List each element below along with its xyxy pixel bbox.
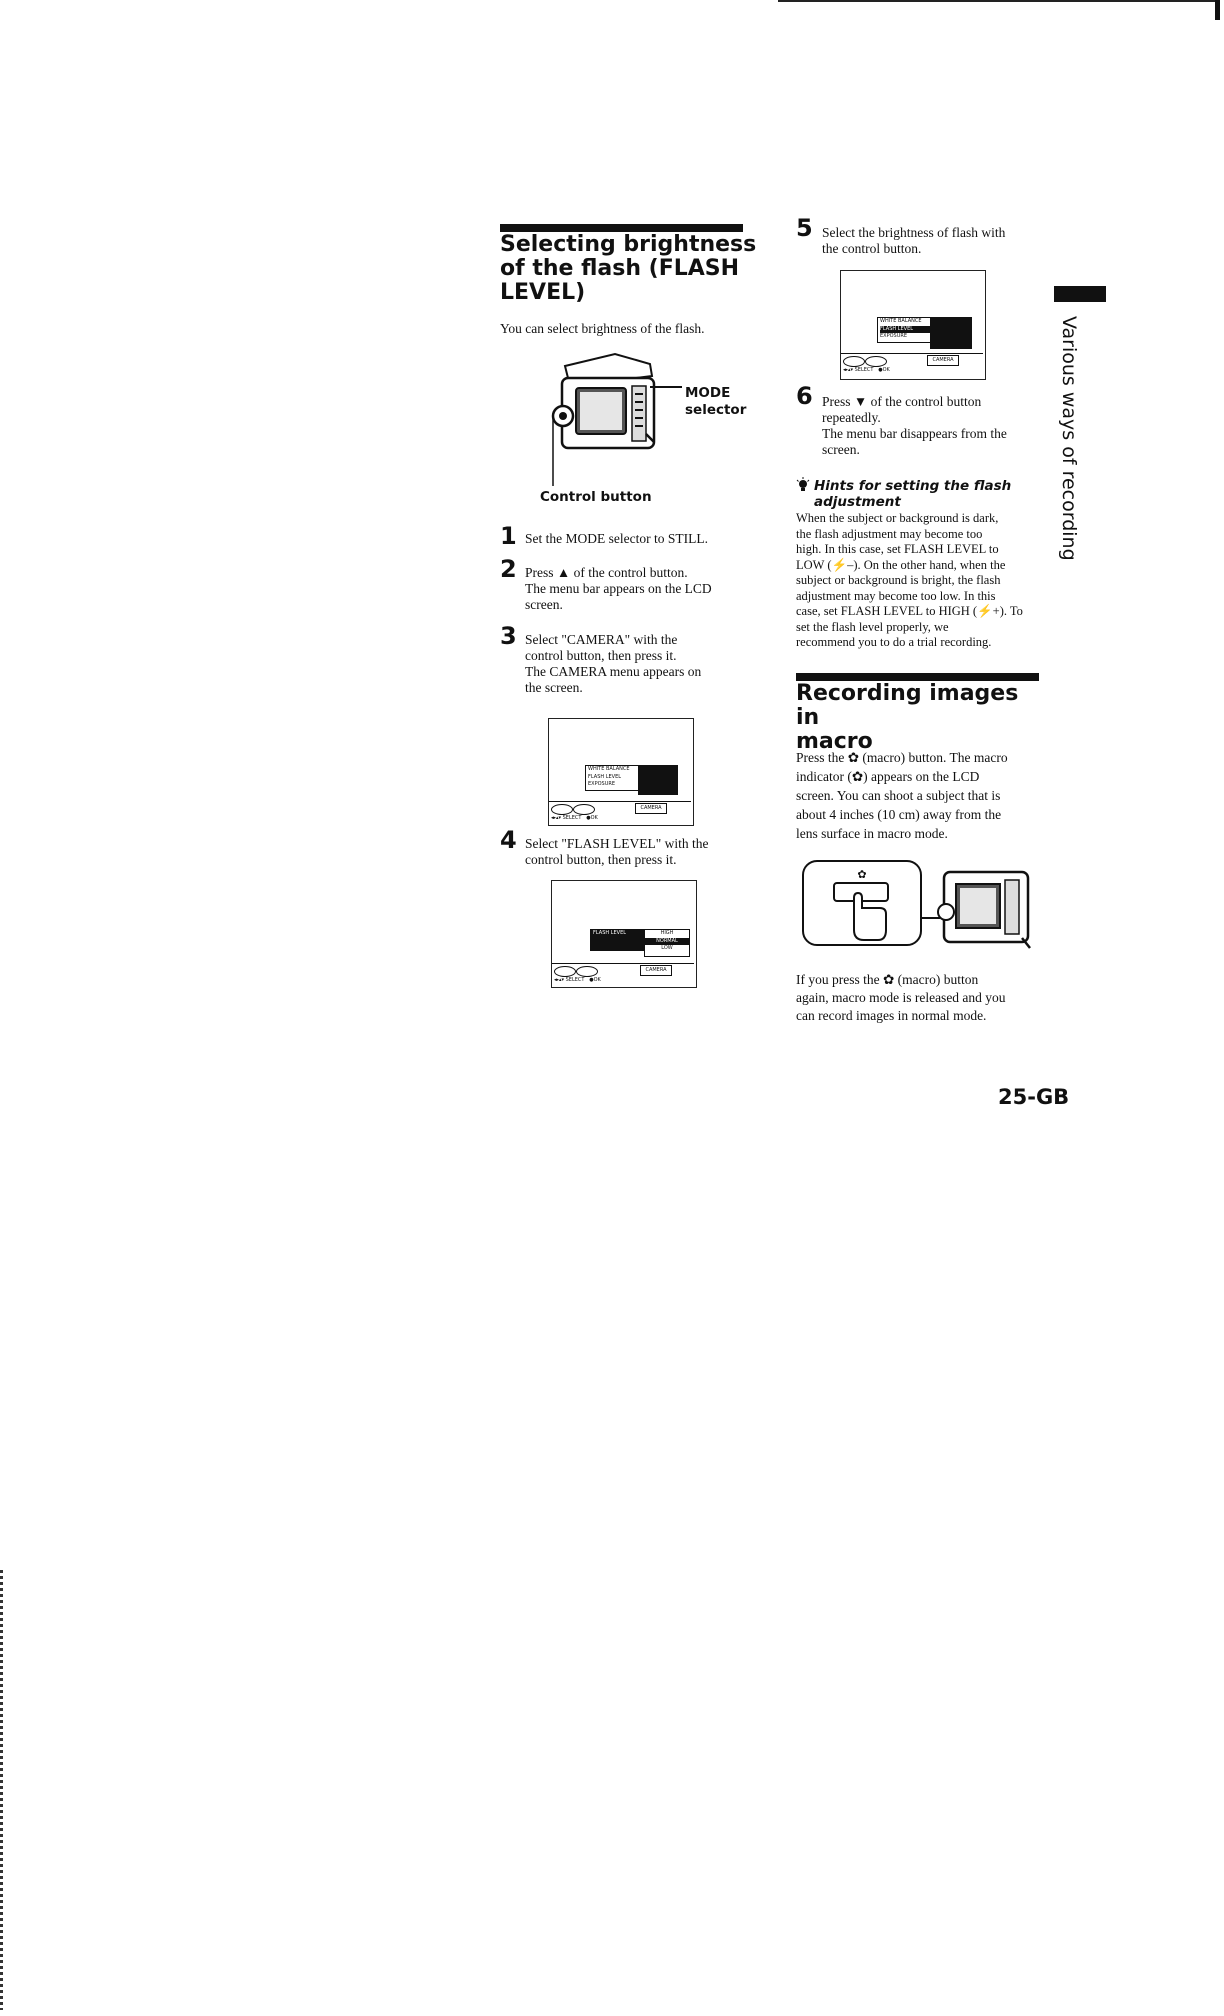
camera-illustration: [540, 346, 700, 506]
macro-button-illustration: [800, 858, 1040, 958]
step-3-text: Select "CAMERA" with the control button, then press it. The CAMERA menu appears on the screen.: [525, 632, 702, 695]
lcd-screen-camera-menu: [548, 718, 694, 826]
step-4-text: Select "FLASH LEVEL" with the control button, then press it.: [525, 836, 709, 867]
dark-panel: [638, 765, 678, 795]
section-title-macro: Recording images in macro: [796, 681, 1019, 754]
step-1-text: Set the MODE selector to STILL.: [525, 531, 708, 546]
svg-text:✿: ✿: [857, 868, 867, 881]
lcd-screen-brightness: [840, 270, 986, 380]
menu-bar: [841, 353, 983, 367]
hint-body: When the subject or background is dark, the flash adjustment may become too high. In this case, set FLASH LEVEL to LOW (⚡–). On the other hand, when the subject or background is bright, the flash adjustment may become too low. In this case, set FLASH LEVEL to HIGH (⚡+). To set the flash level properly, we recommend you to do a trial recording.: [796, 511, 1023, 649]
tab-camera: CAMERA: [927, 355, 959, 366]
flash-intro-text: You can select brightness of the flash.: [500, 321, 705, 336]
macro-paragraph-1: Press the ✿ (macro) button. The macro indicator (✿) appears on the LCD screen. You can shoot a subject that is about 4 inches (10 cm) away from the lens surface in macro mode.: [796, 750, 1008, 841]
menu-list: WHITE BALANCE FLASH LEVEL EXPOSURE: [877, 317, 931, 343]
menu-list: WHITE BALANCE FLASH LEVEL EXPOSURE: [585, 765, 639, 791]
top-border-line: [778, 0, 1218, 2]
status-bar: ◂▸▴▾ SELECT ●OK: [554, 977, 601, 983]
lightbulb-icon: [796, 477, 810, 493]
page-number: 25-GB: [998, 1085, 1070, 1109]
level-list: HIGH NORMAL LOW: [644, 929, 690, 957]
mode-selector-callout: MODE selector: [685, 385, 747, 418]
left-edge-mark: [0, 1570, 3, 2010]
step-5-number: 5: [796, 214, 813, 242]
status-bar: ◂▸▴▾ SELECT ●OK: [551, 815, 598, 821]
section-rule-flash: [500, 224, 743, 232]
lcd-screen-flash-level: [551, 880, 697, 988]
control-button-callout: Control button: [540, 489, 652, 505]
step-2-number: 2: [500, 555, 517, 583]
chapter-label: Various ways of recording: [1058, 316, 1080, 561]
section-rule-macro: [796, 673, 1039, 681]
menu-bar: [549, 801, 691, 815]
top-corner-mark: [1215, 0, 1220, 20]
step-3-number: 3: [500, 622, 517, 650]
menu-list: FLASH LEVEL: [590, 929, 644, 951]
step-2-text: Press ▲ of the control button. The menu bar appears on the LCD screen.: [525, 565, 712, 612]
step-5-text: Select the brightness of flash with the control button.: [822, 225, 1006, 256]
step-1-number: 1: [500, 522, 517, 550]
tab-camera: CAMERA: [640, 965, 672, 976]
hint-title: Hints for setting the flash adjustment: [814, 478, 1012, 510]
macro-paragraph-2: If you press the ✿ (macro) button again, macro mode is released and you can record images in normal mode.: [796, 972, 1006, 1023]
step-6-text: Press ▼ of the control button repeatedly. The menu bar disappears from the screen.: [822, 394, 1007, 457]
dark-panel: [930, 317, 972, 349]
section-title-flash-level: Selecting brightness of the flash (FLASH LEVEL): [500, 232, 757, 305]
step-4-number: 4: [500, 826, 517, 854]
menu-bar: [552, 963, 694, 977]
status-bar: ◂▸▴▾ SELECT ●OK: [843, 367, 890, 373]
tab-camera: CAMERA: [635, 803, 667, 814]
step-6-number: 6: [796, 382, 813, 410]
chapter-tab: [1054, 286, 1106, 302]
